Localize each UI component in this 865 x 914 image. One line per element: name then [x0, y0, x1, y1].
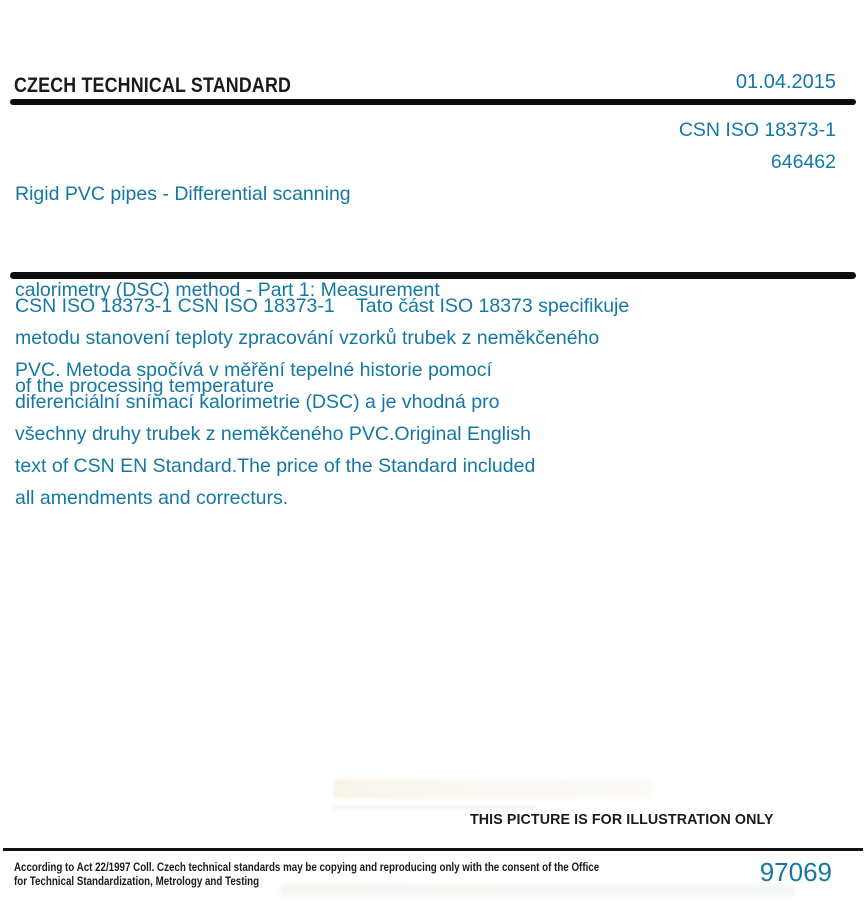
catalog-number: 646462 — [770, 151, 836, 173]
footer-rule — [3, 848, 863, 851]
abstract-line: text of CSN EN Standard.The price of the Standard included — [15, 455, 536, 477]
illustration-disclaimer: THIS PICTURE IS FOR ILLUSTRATION ONLY — [470, 811, 774, 828]
doc-type-label: CZECH TECHNICAL STANDARD — [14, 74, 292, 97]
copyright-notice — [14, 862, 599, 889]
document-number: 97069 — [759, 857, 832, 887]
abstract-line: všechny druhy trubek z neměkčeného PVC.Original English — [15, 423, 531, 445]
standard-title-line: Rigid PVC pipes - Differential scanning — [15, 183, 351, 205]
abstract-line: diferenciální snímací kalorimetrie (DSC) a je vhodná pro — [15, 391, 500, 413]
copyright-line: for Technical Standardization, Metrology and Testing — [14, 875, 260, 888]
copyright-line: According to Act 22/1997 Coll. Czech technical standards may be copying and reproducing only with the consent of the Office — [14, 862, 600, 874]
abstract-line: PVC. Metoda spočívá v měřění tepelné historie pomocí — [15, 359, 492, 381]
issue-date: 01.04.2015 — [735, 71, 836, 93]
faint-watermark-underline — [333, 806, 535, 809]
abstract-line: metodu stanovení teploty zpracování vzorků trubek z neměkčeného — [15, 327, 600, 349]
faint-watermark — [333, 779, 653, 799]
standard-title-line: calorimetry (DSC) method - Part 1: Measurement — [15, 279, 440, 301]
abstract-text — [15, 290, 629, 514]
abstract-line: all amendments and correcturs. — [15, 487, 289, 509]
standard-title-line: of the processing temperature — [15, 375, 275, 397]
abstract-line: CSN ISO 18373-1 CSN ISO 18373-1 Tato část ISO 18373 specifikuje — [15, 295, 630, 317]
title-rule — [10, 272, 856, 279]
header-rule — [10, 99, 856, 105]
standard-identifiers — [679, 114, 836, 178]
standard-number: CSN ISO 18373-1 — [678, 119, 836, 141]
